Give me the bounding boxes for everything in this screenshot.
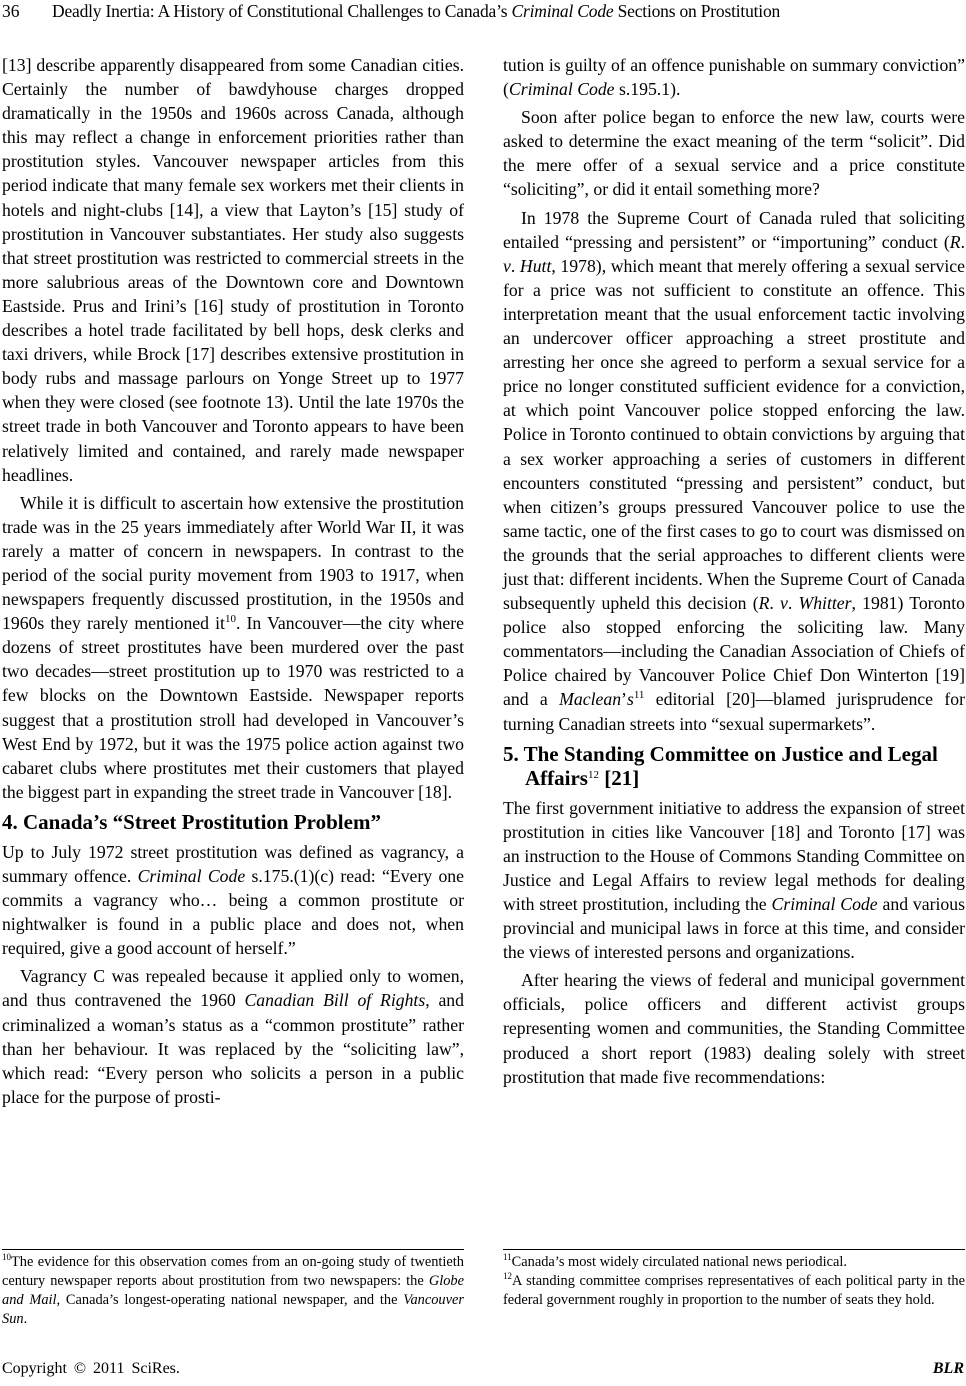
- footnote-10: [2, 1253, 464, 1329]
- left-column: [2, 53, 464, 1109]
- paragraph: [2, 964, 464, 1109]
- paragraph: [503, 53, 965, 101]
- footnote-marker: 11: [503, 1252, 512, 1262]
- italic-text: Criminal Code: [508, 79, 615, 100]
- italic-text: Whitter: [798, 593, 852, 614]
- paragraph: Soon after police began to enforce the new law, courts were asked to determine the exact meaning of the term “solicit”. Did the mere offer of a sexual service and a price constitute “soliciting”, or did it entail something more?: [503, 107, 965, 200]
- italic-text: R: [758, 593, 770, 614]
- journal-abbrev: BLR: [932, 1360, 964, 1377]
- italic-text: v: [503, 255, 511, 276]
- text: A standing committee comprises representatives of each political party in the federal government roughly in proportion to the number of seats they hold.: [503, 1273, 965, 1308]
- text: In 1978 the Supreme Court of Canada ruled that soliciting entailed “pressing and persistent” or “importuning” conduct (: [503, 207, 965, 252]
- italic-text: s: [626, 689, 634, 710]
- text: s.175.(1)(c) read: “Every one commits a vagrancy who… being a common prostitute or nightwalker is found in a public place and does not, when required, give a good account of herself.”: [2, 866, 465, 959]
- running-header: [0, 0, 966, 30]
- italic-text: v: [780, 593, 788, 614]
- text: , 1978), which meant that merely offering a sexual service for a price was not sufficient to constitute an offence. This interpretation meant that the usual enforcement tactic involving an undercover officer approaching a street prostitute and arresting her once she agreed to perform a sexual service for a price no longer constituted sufficient evidence for a conviction, at which point Vancouver police stopped enforcing the law. Police in Toronto continued to obtain convictions by arguing that a sex worker approaching a series of customers in different encounters constituted “pressing and persistent” conduct, but when citizen’s groups pressured Vancouver police to use the same tactic, one of the first cases to go to court was dismissed on the grounds that the serial approaches to different clients were just that: different incidents. When the Supreme Court of Canada subsequently upheld this decision (: [503, 255, 966, 614]
- page-number: 36: [2, 1, 20, 21]
- text: Vagrancy C was repealed because it applied only to women, and thus contravened the 1960: [2, 966, 464, 1011]
- italic-text: R: [949, 231, 961, 252]
- footnotes-left: [2, 1249, 464, 1329]
- text: .: [23, 1311, 28, 1327]
- text: ’: [621, 689, 627, 710]
- running-title-italic: Criminal Code: [511, 1, 614, 21]
- paragraph: [2, 840, 464, 960]
- heading-text: [21]: [598, 765, 640, 790]
- footnote-ref[interactable]: 10: [224, 613, 236, 626]
- text: The first government initiative to address the expansion of street prostitution in cities like Vancouver [18] and Toronto [17] was an instruction to the House of Commons Standing Committee on Justice and Legal Affairs to review legal methods for dealing with street prostitution, including the: [503, 797, 965, 914]
- page-footer: [0, 1360, 966, 1384]
- italic-text: Maclean: [559, 689, 622, 710]
- italic-text: Globe and Mail: [2, 1273, 464, 1308]
- text: s.195.1).: [614, 79, 681, 100]
- text: , 1981) Toronto police also stopped enforcing the soliciting law. Many commentators—including the Canadian Association of Chiefs of Police chaired by Vancouver Police Chief Don Winterton [19] and a: [503, 593, 966, 710]
- text: . In Vancouver—the city where dozens of street prostitutes have been murdered over the past two decades—street prostitution up to 1970 was restricted to a few blocks on the Downtown Eastside. Newspaper reports suggest that a prostitution stroll had developed in Vancouver’s West End by 1972, but it was the 1975 police action against two cabaret clubs where prostitutes met their customers that played the biggest part in expanding the street trade in Vancouver [18].: [2, 613, 464, 802]
- italic-text: Criminal Code: [137, 866, 246, 886]
- paragraph: [13] describe apparently disappeared from some Canadian cities. Certainly the number of bawdyhouse charges dropped dramatically in the 1950s and 1960s across Canada, although this may reflect a change in enforcement priorities rather than prostitution styles. Vancouver newspaper articles from this period indicate that many female sex workers met their clients in hotels and night-clubs [14], a view that Layton’s [15] study of prostitution in Vancouver substantiates. Her study also suggests that street prostitution was restricted to commercial streets in the more salubrious areas of the Downtown core and Downtown Eastside. Prus and Irini’s [16] study of prostitution in Toronto describes a hotel trade facilitated by bell hops, desk clerks and taxi drivers, while Brock [17] describes extensive prostitution in body rubs and massage parlours on Yonge Street up to 1977 when they were closed (see footnote 13). Until the late 1970s the street trade in both Vancouver and Toronto appears to have been relatively limited and contained, and rarely made newspaper headlines.: [2, 55, 464, 485]
- paragraph: [503, 206, 965, 736]
- footnote-marker: 12: [503, 1271, 512, 1281]
- paragraph: [503, 796, 965, 965]
- text: editorial [20]—blamed jurisprudence for turning Canadian streets into “sexual supermarkets”.: [503, 689, 965, 734]
- footnote-12: [503, 1272, 965, 1310]
- text: .: [769, 593, 781, 614]
- text: .: [787, 593, 799, 614]
- footnote-11: [503, 1253, 965, 1272]
- right-column: [503, 53, 965, 1089]
- text: and various provincial and municipal laws in force at this time, and consider the views of interested persons and organizations.: [503, 894, 965, 963]
- text: .: [960, 231, 965, 252]
- running-title: [52, 1, 780, 21]
- running-title-text: Deadly Inertia: A History of Constitutional Challenges to Canada’s: [52, 1, 512, 21]
- footnote-ref[interactable]: 11: [633, 689, 645, 702]
- italic-text: Canadian Bill of Rights: [244, 990, 426, 1011]
- text: The evidence for this observation comes from an on-going study of twentieth century newspaper reports about prostitution from two newspapers: the: [2, 1254, 464, 1289]
- footnotes-right: [503, 1249, 965, 1310]
- italic-text: Hutt: [519, 255, 552, 276]
- footnote-ref[interactable]: 12: [587, 768, 599, 781]
- paragraph: After hearing the views of federal and municipal government officials, police officers and different activist groups representing women and communities, the Standing Committee produced a short report (1983) dealing solely with street prostitution that made five recommendations:: [503, 970, 965, 1087]
- text: Up to July 1972 street prostitution was defined as vagrancy, a summary offence.: [2, 841, 464, 886]
- paragraph: [2, 491, 464, 804]
- footnote-marker: 10: [2, 1252, 11, 1262]
- text: .: [510, 255, 520, 276]
- text: , Canada’s longest-operating national newspaper, and the: [56, 1292, 404, 1308]
- text: tution is guilty of an offence punishable on summary conviction” (: [503, 55, 965, 100]
- section-heading-4: 4. Canada’s “Street Prostitution Problem”: [2, 809, 381, 834]
- italic-text: Vancouver Sun: [2, 1292, 464, 1327]
- text: Canada’s most widely circulated national news periodical.: [511, 1254, 847, 1270]
- text: While it is difficult to ascertain how extensive the prostitution trade was in the 25 years immediately after World War II, it was rarely a matter of concern in newspapers. In contrast to the period of the social purity movement from 1903 to 1917, when newspapers frequently discussed prostitution, in the 1950s and 1960s they rarely mentioned it: [2, 492, 464, 634]
- text: , and criminalized a woman’s status as a “common prostitute” rather than her behaviour. It was replaced by the “soliciting law”, which read: “Every person who solicits a person in a public place for the purpose of prosti-: [2, 990, 464, 1107]
- copyright: Copyright © 2011 SciRes.: [2, 1360, 180, 1377]
- section-heading-5: [503, 742, 965, 790]
- italic-text: Criminal Code: [771, 894, 878, 914]
- running-title-text-end: Sections on Prostitution: [613, 1, 781, 21]
- heading-text: 5. The Standing Committee on Justice and Legal Affairs: [503, 741, 938, 790]
